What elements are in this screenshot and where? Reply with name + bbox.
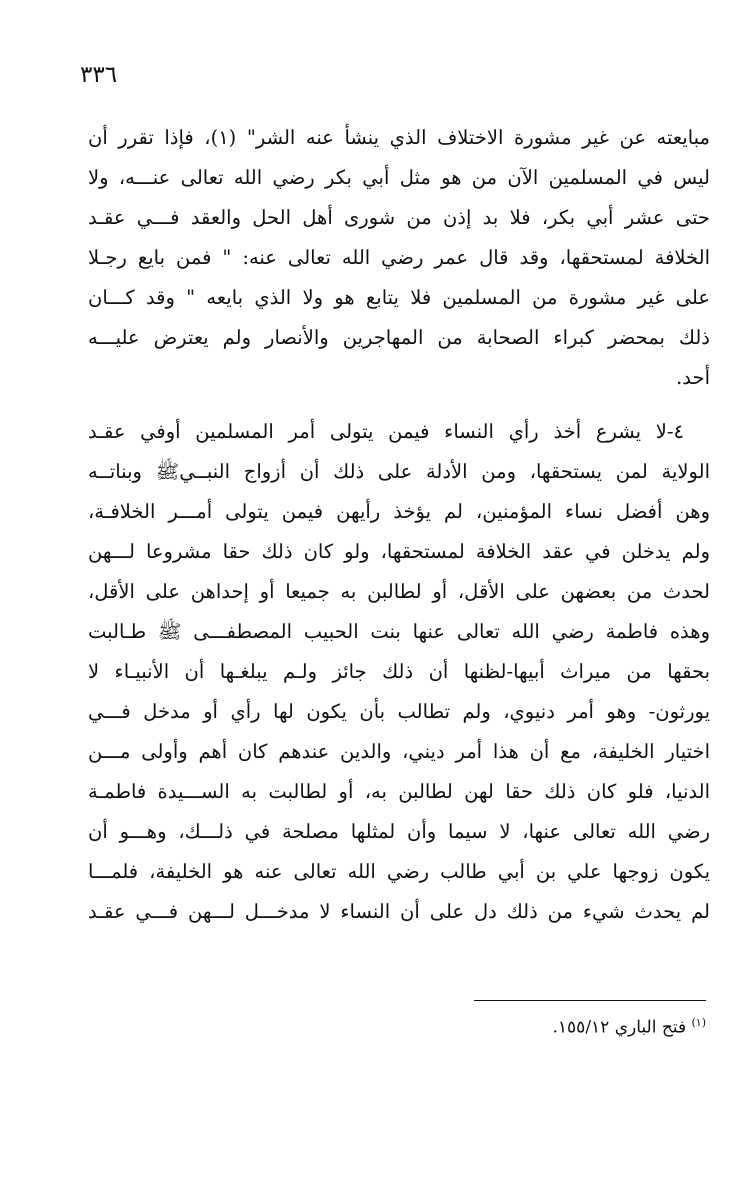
text-line: رضي الله تعالى عنها، لا سيما وأن لمثلها مصلحة في ذلـــك، وهـــو أن — [88, 820, 710, 843]
text-line: أحد. — [676, 366, 710, 389]
paragraph-1 — [88, 118, 710, 398]
text-line: لحدث من بعضهن على الأقل، أو لطالبن به جميعا أو إحداهن على الأقل، — [88, 580, 710, 603]
footnote-marker: (١) — [691, 1016, 706, 1029]
paragraph-2 — [88, 412, 710, 932]
text-line: الخلافة لمستحقها، وقد قال عمر رضي الله تعالى عنه: " فمن بايع رجـلا — [88, 246, 710, 269]
text-line: يورثون- وهو أمر دنيوي، ولم تطالب بأن يكون لها رأي أو مدخل فـــي — [88, 700, 710, 723]
text-line: على غير مشورة من المسلمين فلا يتابع هو ولا الذي بايعه " وقد كـــان — [88, 286, 710, 309]
footnote — [474, 1008, 706, 1043]
text-line: يكون زوجها علي بن أبي طالب رضي الله تعالى عنه هو الخليفة، فلمـــا — [88, 860, 710, 883]
body-text — [88, 118, 710, 932]
text-line: حتى عشر أبي بكر، فلا بد إذن من شورى أهل الحل والعقد فـــي عقـد — [88, 206, 710, 229]
text-line: اختيار الخليفة، مع أن هذا أمر ديني، والدين عندهم كان أهم وأولى مـــن — [88, 740, 710, 763]
text-line: ليس في المسلمين الآن من هو مثل أبي بكر رضي الله تعالى عنـــه، ولا — [88, 166, 710, 189]
text-line: الولاية لمن يستحقها، ومن الأدلة على ذلك أن أزواج النبــيﷺ وبناتــه — [88, 460, 710, 483]
text-line: لم يحدث شيء من ذلك دل على أن النساء لا مدخـــل لـــهن فـــي عقـد — [88, 900, 710, 923]
text-line: وهن أفضل نساء المؤمنين، لم يؤخذ رأيهن فيمن يتولى أمـــر الخلافـة، — [88, 500, 710, 523]
footnote-divider — [474, 1000, 706, 1001]
text-line: ذلك بمحضر كبراء الصحابة من المهاجرين والأنصار ولم يعترض عليـــه — [88, 326, 710, 349]
text-line: الدنيا، فلو كان ذلك حقا لهن لطالبن به، أو لطالبت به الســـيدة فاطمـة — [88, 780, 710, 803]
text-line: بحقها من ميراث أبيها-لظنها أن ذلك جائز ولـم يبلغـها أن الأنبيـاء لا — [88, 660, 710, 683]
footnote-text: فتح الباري ١٥٥/١٢. — [552, 1017, 687, 1038]
text-line: ٤-لا يشرع أخذ رأي النساء فيمن يتولى أمر المسلمين أوفي عقـد — [88, 420, 684, 443]
text-line: ولم يدخلن في عقد الخلافة لمستحقها، ولو كان ذلك حقا مشروعا لـــهن — [88, 540, 710, 563]
page-number: ٣٣٦ — [80, 62, 118, 88]
text-line: مبايعته عن غير مشورة الاختلاف الذي ينشأ عنه الشر" (١)، فإذا تقرر أن — [88, 126, 710, 149]
text-line: وهذه فاطمة رضي الله تعالى عنها بنت الحبيب المصطفـــى ﷺ طـالبت — [88, 620, 710, 643]
